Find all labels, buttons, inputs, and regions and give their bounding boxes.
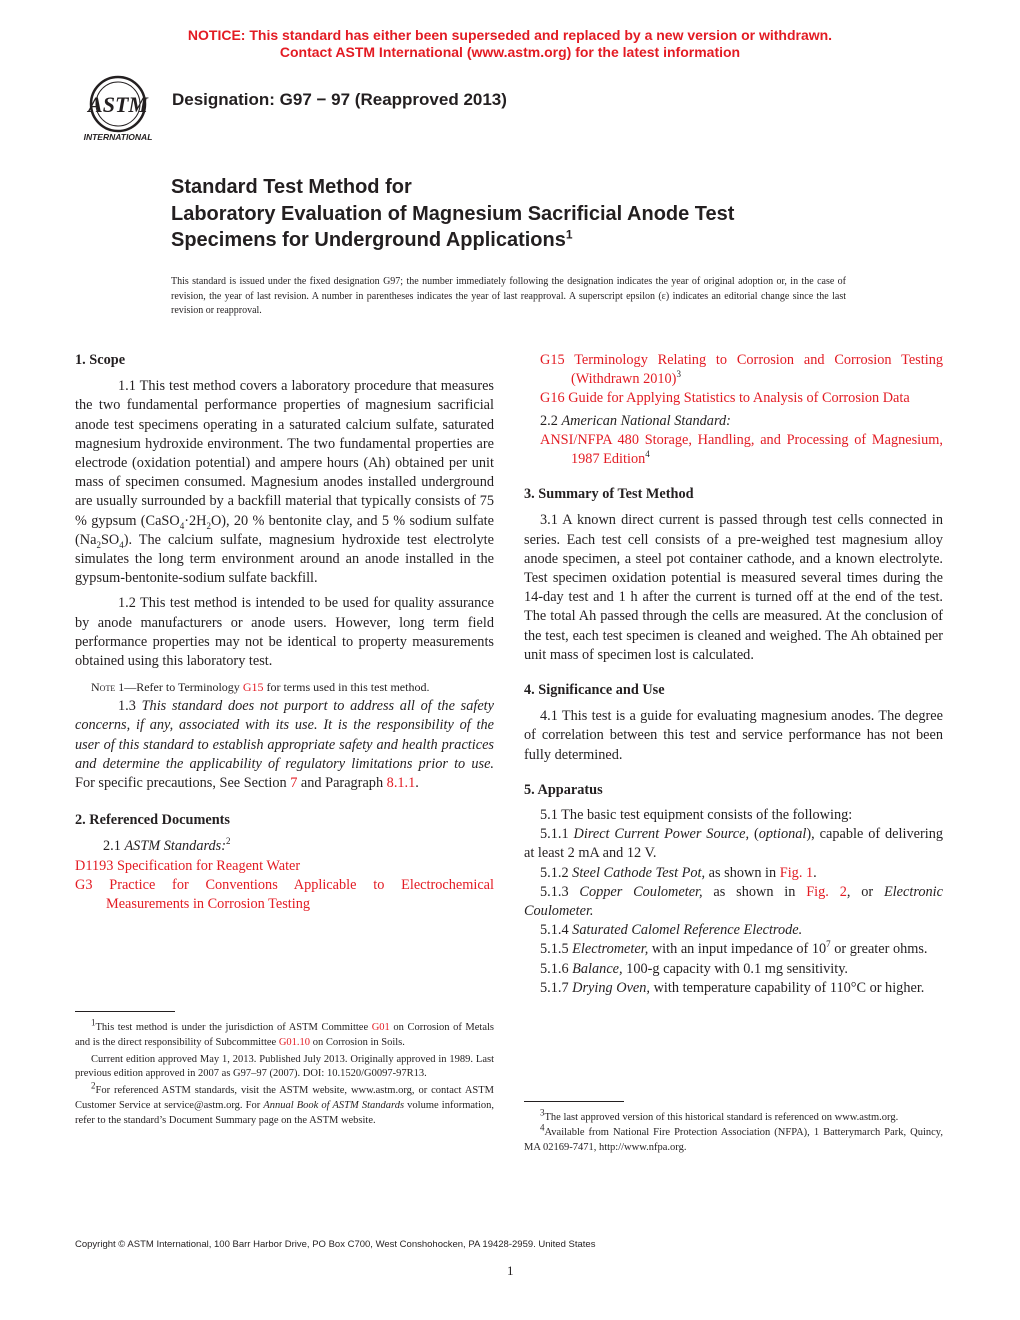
footnotes-right (524, 1107, 943, 1155)
footnotes-left (75, 1017, 494, 1129)
designation: Designation: G97 − 97 (Reapproved 2013) (172, 90, 507, 109)
link-g15-note[interactable]: G15 (242, 680, 264, 695)
astm-logo (72, 74, 164, 144)
paragraph-5-1: 5.1 The basic test equipment consists of the following: (540, 807, 853, 824)
paragraph-4-1: 4.1 This test is a guide for evaluating magnesium anodes. The degree of correlation between this test and service performance has not been fully determined. (524, 708, 943, 763)
link-fig-1[interactable]: Fig. 1 (779, 864, 814, 881)
reference-d1193[interactable]: D1193 Specification for Reagent Water (75, 857, 301, 874)
note-1: Note 1—Refer to Terminology G15 for terms used in this test method. (91, 680, 430, 695)
paragraph-1-1: 1.1 This test method covers a laboratory procedure that measures the two fundamental performance properties of magnesium sacrificial anode test specimens operating in a saturated calcium sulfate, saturated magnesium hydroxide environment. The two fundamental properties are electrode (oxidation potential) and ampere hours (Ah) obtained per unit mass of specimen consumed. Magnesium anodes installed underground are usually surrounded by a backfill material that typically consists of 75 % gypsum $(CaSO_4\cdot 2H_2O)$, 20 % bentonite clay, and 5 % sodium sulfate $(Na_2SO_4)$. The calcium sulfate, magnesium hydroxide test electrolyte simulates the long term environment around an anode installed in the gypsum-bentonite-sodium sulfate backfill. (75, 378, 494, 587)
logo-mark-text: ASTM (88, 92, 148, 117)
title-line-1: Standard Test Method for (171, 176, 412, 198)
notice-line-1: NOTICE: This standard has either been superseded and replaced by a new version or withdrawn. (187, 27, 833, 43)
paragraph-2-2: 2.2 American National Standard: (540, 412, 731, 429)
left-column (75, 351, 494, 914)
right-column (524, 351, 943, 998)
reference-g15[interactable]: G15 Terminology Relating to Corrosion and Corrosion Testing (Withdrawn 2010)$^3$ (540, 352, 943, 388)
title-line-3: Specimens for Underground Applications (171, 229, 566, 251)
footnote-rule-right (524, 1101, 624, 1102)
reference-g16[interactable]: G16 Guide for Applying Statistics to Analysis of Corrosion Data (540, 390, 910, 407)
reference-ansi-nfpa-480[interactable]: ANSI/NFPA 480 Storage, Handling, and Processing of Magnesium, 1987 Edition$^4$ (540, 431, 943, 468)
footnote-rule-left (75, 1011, 175, 1012)
paragraph-2-1: 2.1 ASTM Standards:$^2$ (103, 836, 231, 855)
title-footnote-ref[interactable]: 1 (565, 227, 573, 242)
withdrawal-notice (0, 27, 1020, 61)
notice-line-2: Contact ASTM International (www.astm.org) for the latest information (279, 44, 741, 60)
reference-g3[interactable]: G3 Practice for Conventions Applicable to Electrochemical Measurements in Corrosion Testing (75, 876, 494, 913)
paragraph-5-1-6: 5.1.6 Balance, 100-g capacity with 0.1 mg sensitivity. (540, 960, 848, 977)
paragraph-5-1-7: 5.1.7 Drying Oven, with temperature capability of 110°C or higher. (540, 979, 925, 996)
section-2-heading: 2. Referenced Documents (75, 812, 230, 829)
footnote-2: $^2$For referenced ASTM standards, visit the ASTM website, www.astm.org, or contact ASTM Customer Service at service@astm.org. For Annual Book of ASTM Standards volume information, refer to the standard’s Document Summary page on the ASTM website. (75, 1080, 494, 1126)
link-paragraph-8-1-1[interactable]: 8.1.1 (386, 775, 416, 792)
footnote-4: $^4$Available from National Fire Protection Association (NFPA), 1 Batterymarch Park, Quincy, MA 02169-7471, http://www.nfpa.org. (524, 1122, 943, 1153)
link-fig-2[interactable]: Fig. 2 (806, 883, 847, 900)
link-subcommittee-g01-10[interactable]: G01.10 (278, 1036, 311, 1048)
paragraph-1-3: 1.3 This standard does not purport to address all of the safety concerns, if any, associated with its use. It is the responsibility of the user of this standard to establish appropriate safety and health practices and determine the applicability of regulatory limitations prior to use. For specific precautions, See Section 7 and Paragraph 8.1.1. (75, 698, 494, 792)
paragraph-5-1-5: 5.1.5 Electrometer, with an input impedance of $10^7$ or greater ohms. (540, 939, 928, 958)
issuance-statement: This standard is issued under the fixed designation G97; the number immediately following the designation indicates the year of original adoption or, in the case of revision, the year of last revision. A number in parentheses indicates the year of last reapproval. A superscript epsilon (ε) indicates an editorial change since the last revision or reapproval. (171, 276, 846, 317)
paragraph-5-1-2: 5.1.2 Steel Cathode Test Pot, as shown in Fig. 1. (540, 864, 817, 881)
paragraph-5-1-3: 5.1.3 Copper Coulometer, as shown in Fig. 2, or Electronic Coulometer. (524, 883, 943, 920)
section-1-heading: 1. Scope (75, 352, 126, 368)
footnote-1: $^1$This test method is under the jurisdiction of ASTM Committee G01 on Corrosion of Metals and is the direct responsibility of Subcommittee G01.10 on Corrosion in Soils. (75, 1017, 494, 1048)
paragraph-5-1-1: 5.1.1 Direct Current Power Source, (optional), capable of delivering at least 2 mA and 12 V. (524, 826, 943, 862)
paragraph-1-2: 1.2 This test method is intended to be used for quality assurance by anode manufacturers or anode users. However, long term field performance properties may not be identical to property measurements obtained using this laboratory test. (75, 595, 494, 670)
link-section-7[interactable]: 7 (290, 775, 298, 792)
copyright-line: Copyright © ASTM International, 100 Barr Harbor Drive, PO Box C700, West Conshohocken, PA 19428-2959. United States (75, 1239, 596, 1250)
document-title (171, 174, 734, 254)
paragraph-5-1-4: 5.1.4 Saturated Calomel Reference Electrode. (540, 922, 803, 939)
section-4-heading: 4. Significance and Use (524, 682, 665, 699)
astm-logo-mark (72, 74, 164, 144)
logo-sub-text: INTERNATIONAL (83, 132, 153, 142)
link-committee-g01[interactable]: G01 (371, 1022, 390, 1033)
footnote-3: $^3$The last approved version of this historical standard is referenced on www.astm.org. (540, 1107, 899, 1123)
section-3-heading: 3. Summary of Test Method (524, 486, 694, 503)
page-number: 1 (507, 1263, 514, 1278)
paragraph-3-1: 3.1 A known direct current is passed through test cells connected in series. Each test cell consists of a pre-weighed test magnesium alloy anode specimen, a steel pot container cathode, and a known electrolyte. Test specimen oxidation potential is measured several times during the 14-day test and 1 h after the current is turned off at the end of the test. The total Ah passed through the cells are measured. At the conclusion of the test, each test specimen is cleaned and weighed. The Ah obtained per unit mass of specimen lost is calculated. (524, 512, 943, 663)
title-line-2: Laboratory Evaluation of Magnesium Sacrificial Anode Test (171, 202, 735, 225)
footnote-1-edition: Current edition approved May 1, 2013. Published July 2013. Originally approved in 1989. Last previous edition approved in 2007 as G97–97 (2007). DOI: 10.1520/G0097-97R13. (75, 1053, 494, 1080)
section-5-heading: 5. Apparatus (524, 781, 603, 798)
